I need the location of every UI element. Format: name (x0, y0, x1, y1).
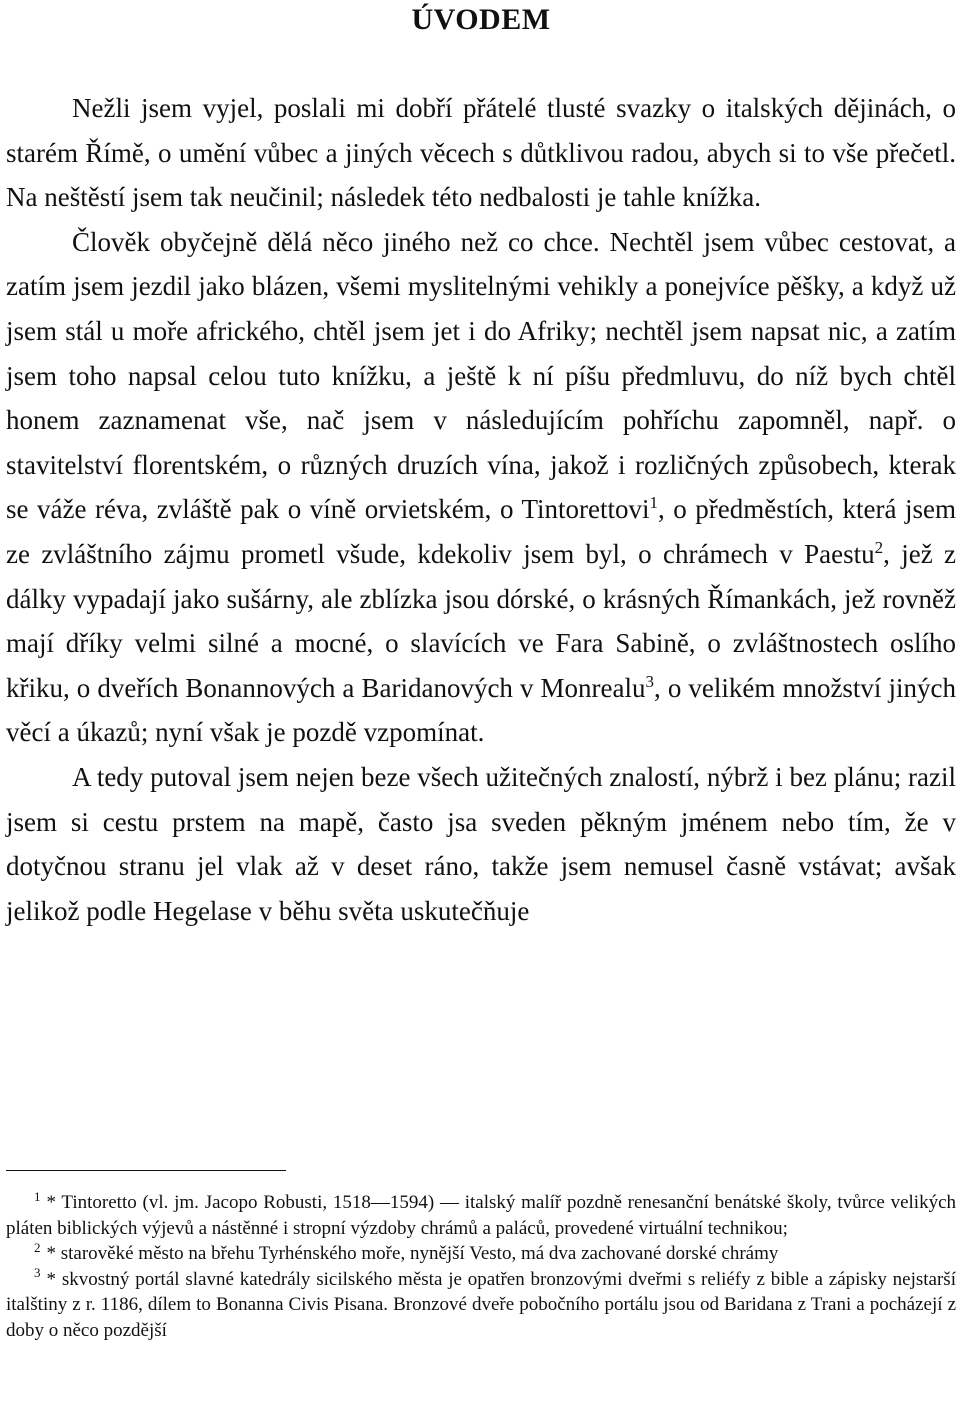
footnote-text: * skvostný portál slavné katedrály sicilského města je opatřen bronzovými dveřmi s reliéfy z bible a zápisky nejstarší italštiny z r. 1186, dílem to Bonanna Civis Pisana. Bronzové dveře pobočního portálu jsou od Baridana z Trani a pocházejí z doby o něco pozdější (6, 1268, 956, 1341)
footnote-ref-1[interactable]: 1 (649, 493, 659, 513)
footnote-separator (6, 1170, 286, 1171)
footnote-2 (6, 1241, 956, 1267)
paragraph-text: Nežli jsem vyjel, poslali mi dobří přátelé tlusté svazky o italských dějinách, o starém Římě, o umění vůbec a jiných věcech s důtklivou radou, abych si to vše přečetl. Na neštěstí jsem tak neučinil; následek této nedbalosti je tahle knížka. (6, 93, 956, 213)
footnote-number: 2 (34, 1239, 41, 1255)
footnote-number: 3 (34, 1265, 41, 1281)
paragraph-text: , o velikém množství jiných věcí a úkazů; nyní však je pozdě vzpomínat. (6, 672, 956, 748)
page-title: ÚVODEM (411, 3, 551, 36)
paragraph-text: , jež z dálky vypadají jako sušárny, ale zblízka jsou dórské, o krásných Římankách, jež rovněž mají dříky velmi silné a mocné, o slavících ve Fara Sabině, o zvláštnostech oslího křiku, o dveřích Bonannových a Baridanových v Monrealu (6, 538, 957, 703)
footnote-text: * Tintoretto (vl. jm. Jacopo Robusti, 1518—1594) — italský malíř pozdně renesanční benátské školy, tvůrce velikých pláten biblických výjevů a nástěnné i stropní výzdoby chrámů a paláců, provedené virtuální technikou; (6, 1192, 956, 1239)
footnotes (6, 1190, 956, 1343)
footnote-3 (6, 1267, 956, 1344)
footnote-ref-2[interactable]: 2 (874, 537, 884, 557)
paragraph-1 (6, 86, 956, 220)
footnote-ref-3[interactable]: 3 (645, 671, 655, 691)
footnote-1 (6, 1190, 956, 1241)
footnote-text: * starověké město na břehu Tyrhénského moře, nynější Vesto, má dva zachované dorské chrámy (46, 1243, 779, 1264)
paragraph-text: Člověk obyčejně dělá něco jiného než co chce. Nechtěl jsem vůbec cestovat, a zatím jsem jezdil jako blázen, všemi myslitelnými vehikly a ponejvíce pěšky, a když už jsem stál u moře afrického, chtěl jsem jet i do Afriky; nechtěl jsem napsat nic, a zatím jsem toho napsal celou tuto knížku, a ještě k ní píšu předmluvu, do níž bych chtěl honem zaznamenat vše, nač jsem v následujícím pohříchu zapomněl, např. o stavitelství florentském, o různých druzích vína, jakož i rozličných způsobech, kterak se váže réva, zvláště pak o víně orvietském, o Tintorettovi (6, 226, 956, 525)
footnote-number: 1 (34, 1188, 41, 1204)
paragraph-2 (6, 220, 956, 755)
paragraph-text: , o předměstích, která jsem ze zvláštního zájmu prometl všude, kdekoliv jsem byl, o chrámech v Paestu (6, 494, 956, 569)
paragraph-text: A tedy putoval jsem nejen beze všech užitečných znalostí, nýbrž i bez plánu; razil jsem si cestu prstem na mapě, často jsa sveden pěkným jménem nebo tím, že v dotyčnou stranu jel vlak až v deset ráno, takže jsem nemusel časně vstávat; avšak jelikož podle Hegelase v běhu světa uskutečňuje (6, 761, 956, 926)
body-text (6, 86, 956, 933)
document-page (6, 0, 957, 1341)
paragraph-3 (6, 755, 956, 933)
